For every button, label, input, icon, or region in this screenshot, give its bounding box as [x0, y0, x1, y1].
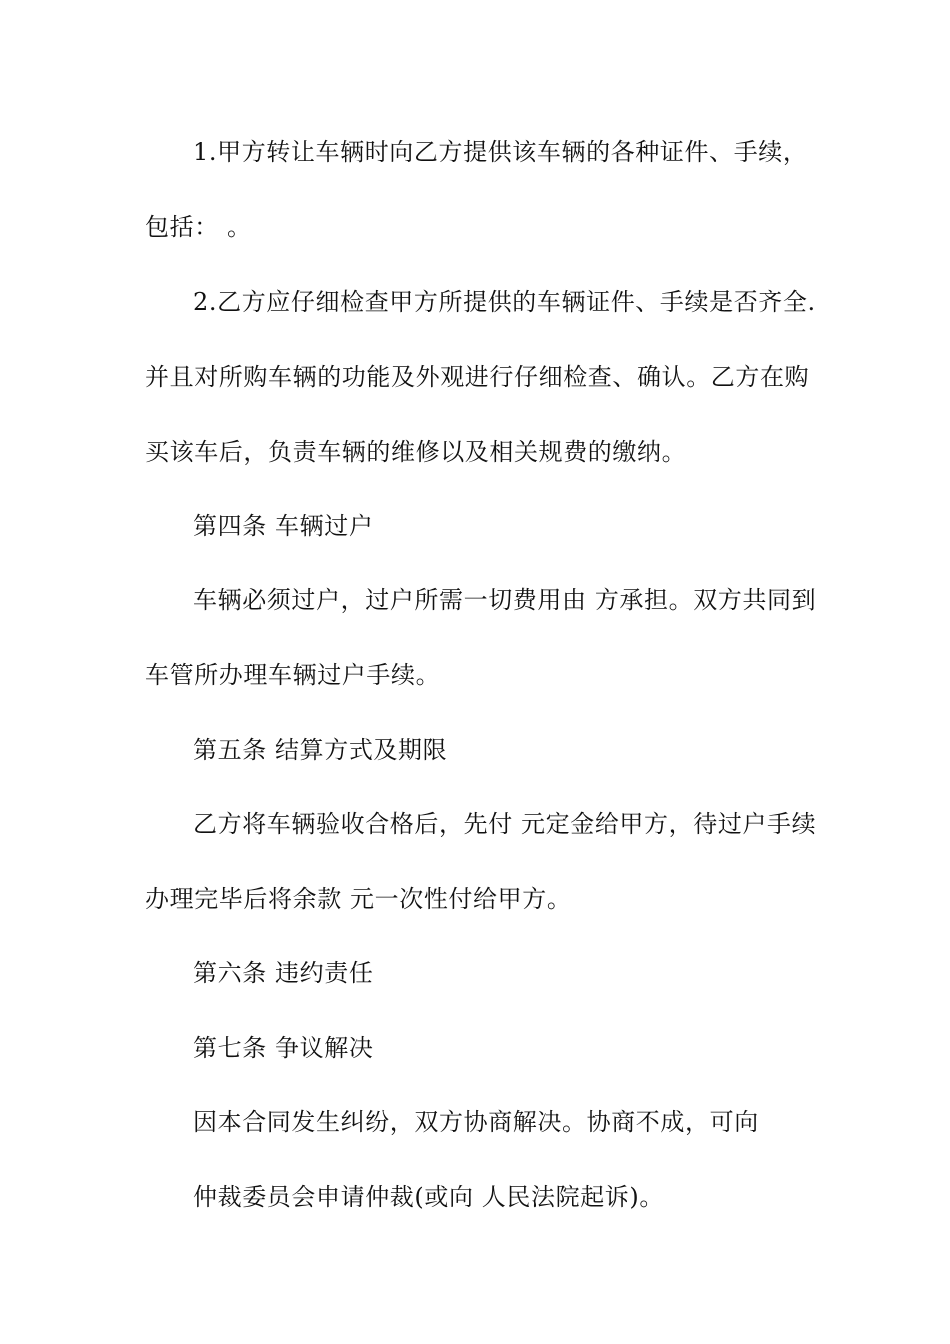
- clause-7-heading: 第七条 争议解决: [193, 1034, 374, 1062]
- clause-3-item-2-line-3: 买该车后，负责车辆的维修以及相关规费的缴纳。: [145, 438, 687, 466]
- clause-4-body-line-1: 车辆必须过户，过户所需一切费用由 方承担。双方共同到: [193, 586, 817, 614]
- clause-3-item-1-line-2: 包括： 。: [145, 213, 252, 241]
- clause-3-item-1-line-1: 1.甲方转让车辆时向乙方提供该车辆的各种证件、手续，: [193, 138, 808, 166]
- clause-5-heading: 第五条 结算方式及期限: [193, 736, 448, 764]
- clause-7-body-line-1: 因本合同发生纠纷，双方协商解决。协商不成，可向: [193, 1108, 759, 1136]
- clause-6-heading: 第六条 违约责任: [193, 959, 374, 987]
- clause-5-body-line-2: 办理完毕后将余款 元一次性付给甲方。: [145, 885, 572, 913]
- clause-4-body-line-2: 车管所办理车辆过户手续。: [145, 661, 441, 689]
- clause-3-item-2-line-2: 并且对所购车辆的功能及外观进行仔细检查、确认。乙方在购: [145, 363, 810, 391]
- clause-5-body-line-1: 乙方将车辆验收合格后，先付 元定金给甲方，待过户手续: [193, 810, 817, 838]
- clause-7-body-line-2: 仲裁委员会申请仲裁(或向 人民法院起诉)。: [193, 1183, 664, 1211]
- clause-3-item-2-line-1: 2.乙方应仔细检查甲方所提供的车辆证件、手续是否齐全.: [193, 288, 816, 316]
- clause-4-heading: 第四条 车辆过户: [193, 512, 374, 540]
